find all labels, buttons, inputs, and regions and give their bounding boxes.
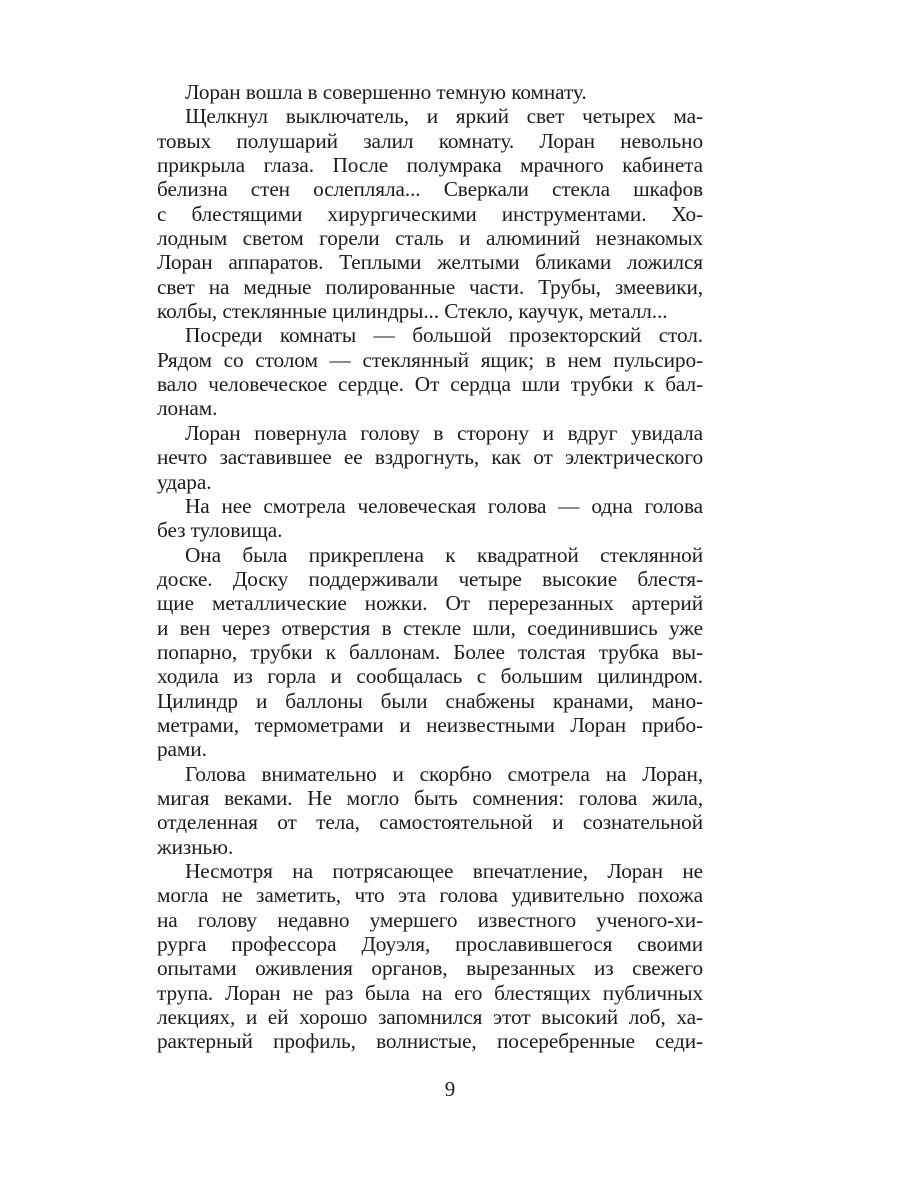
text-line: доске. Доску поддерживали четыре высокие блестя- <box>157 566 703 591</box>
paragraph <box>157 323 703 420</box>
text-line: с блестящими хирургическими инструментами. Хо- <box>157 201 703 226</box>
text-line: Голова внимательно и скорбно смотрела на Лоран, <box>185 761 703 786</box>
text-line: Цилиндр и баллоны были снабжены кранами, мано- <box>157 688 703 713</box>
text-line: лодным светом горели сталь и алюминий незнакомых <box>157 226 703 251</box>
text-line: метрами, термометрами и неизвестными Лоран прибо- <box>157 712 703 737</box>
text-line: щие металлические ножки. От перерезанных артерий <box>157 591 703 616</box>
text-line: удара. <box>157 469 212 494</box>
text-line: мигая веками. Не могло быть сомнения: голова жила, <box>157 785 703 810</box>
text-line: на голову недавно умершего известного ученого-хи- <box>157 907 703 932</box>
text-line: ходила из горла и сообщалась с большим цилиндром. <box>157 664 703 689</box>
text-line: Лоран повернула голову в сторону и вдруг увидала <box>185 420 703 445</box>
text-line: вало человеческое сердце. От сердца шли трубки к бал- <box>157 372 703 397</box>
text-line: Щелкнул выключатель, и яркий свет четырех ма- <box>185 104 703 129</box>
body-text <box>157 80 703 1054</box>
paragraph <box>157 421 703 494</box>
text-line: попарно, трубки к баллонам. Более толстая трубка вы- <box>157 639 703 664</box>
text-line: лекциях, и ей хорошо запомнился этот высокий лоб, ха- <box>157 1005 703 1030</box>
text-line: трупа. Лоран не раз была на его блестящих публичных <box>157 980 703 1005</box>
text-line: могла не заметить, что эта голова удивительно похожа <box>157 883 703 908</box>
text-line: свет на медные полированные части. Трубы, змеевики, <box>157 274 703 299</box>
text-line: рактерный профиль, волнистые, посеребренные седи- <box>157 1029 703 1054</box>
text-line: Посреди комнаты — большой прозекторский стол. <box>185 323 703 348</box>
text-line: колбы, стеклянные цилиндры... Стекло, каучук, металл... <box>157 299 668 324</box>
paragraph <box>157 104 703 323</box>
text-line: На нее смотрела человеческая голова — одна голова <box>185 493 703 518</box>
text-line: и вен через отверстия в стекле шли, соединившись уже <box>157 615 703 640</box>
text-line: прикрыла глаза. После полумрака мрачного кабинета <box>157 153 703 178</box>
paragraph <box>157 762 703 859</box>
text-line: опытами оживления органов, вырезанных из свежего <box>157 956 703 981</box>
paragraph <box>157 859 703 1054</box>
text-line: рами. <box>157 737 207 762</box>
text-line: Она была прикреплена к квадратной стеклянной <box>185 542 703 567</box>
text-line: отделенная от тела, самостоятельной и сознательной <box>157 810 703 835</box>
text-line: лонам. <box>157 396 218 421</box>
text-line: Несмотря на потрясающее впечатление, Лоран не <box>185 859 703 883</box>
paragraph <box>157 543 703 762</box>
text-line: Лоран аппаратов. Теплыми желтыми бликами ложился <box>157 250 703 275</box>
text-line: рурга профессора Доуэля, прославившегося своими <box>157 932 703 957</box>
text-line: Лоран вошла в совершенно темную комнату. <box>185 80 587 104</box>
text-line: товых полушарий залил комнату. Лоран невольно <box>157 128 703 153</box>
text-line: белизна стен ослепляла... Сверкали стекла шкафов <box>157 177 703 202</box>
paragraph <box>157 80 703 104</box>
text-line: жизнью. <box>157 834 234 859</box>
page-number: 9 <box>444 1077 456 1101</box>
paragraph <box>157 494 703 543</box>
text-line: Рядом со столом — стеклянный ящик; в нем пульсиро- <box>157 347 703 372</box>
text-line: нечто заставившее ее вздрогнуть, как от электрического <box>157 445 703 470</box>
text-line: без туловища. <box>157 518 283 543</box>
